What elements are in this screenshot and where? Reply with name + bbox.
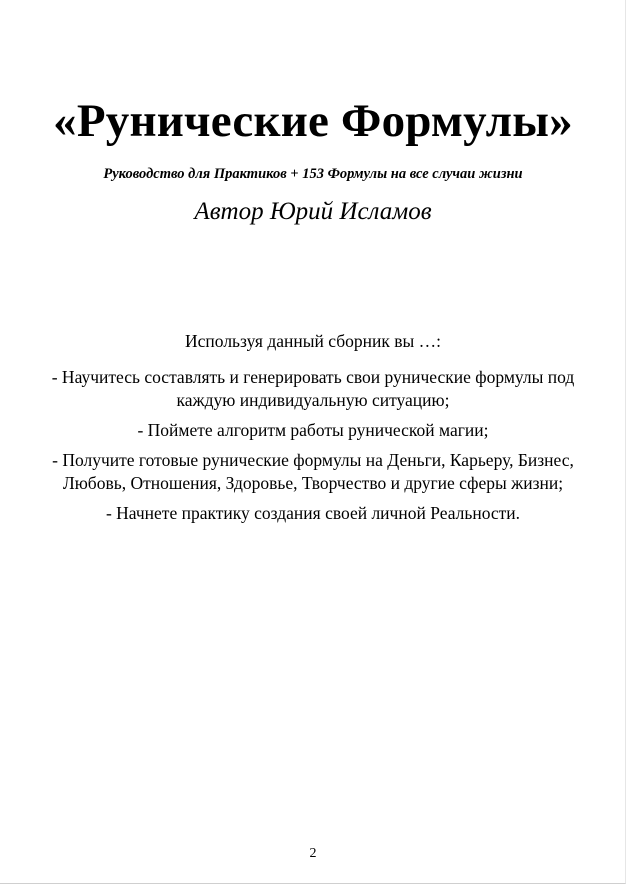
book-author: Автор Юрий Исламов [194,198,432,225]
benefit-item: - Поймете алгоритм работы рунической магии; [137,420,489,440]
intro-text: Используя данный сборник вы …: [185,331,441,351]
book-title: «Рунические Формулы» [53,95,573,147]
book-subtitle: Руководство для Практиков + 153 Формулы на все случаи жизни [103,166,523,182]
page-number: 2 [309,846,317,861]
benefits-list [30,366,596,532]
benefit-item: - Получите готовые рунические формулы на Деньги, Карьеру, Бизнес, Любовь, Отношения, Здоровье, Творчество и другие сферы жизни; [52,450,574,493]
benefit-item: - Начнете практику создания своей личной Реальности. [105,503,521,523]
benefit-item: - Научитесь составлять и генерировать свои рунические формулы под каждую индивидуальную ситуацию; [51,367,575,410]
